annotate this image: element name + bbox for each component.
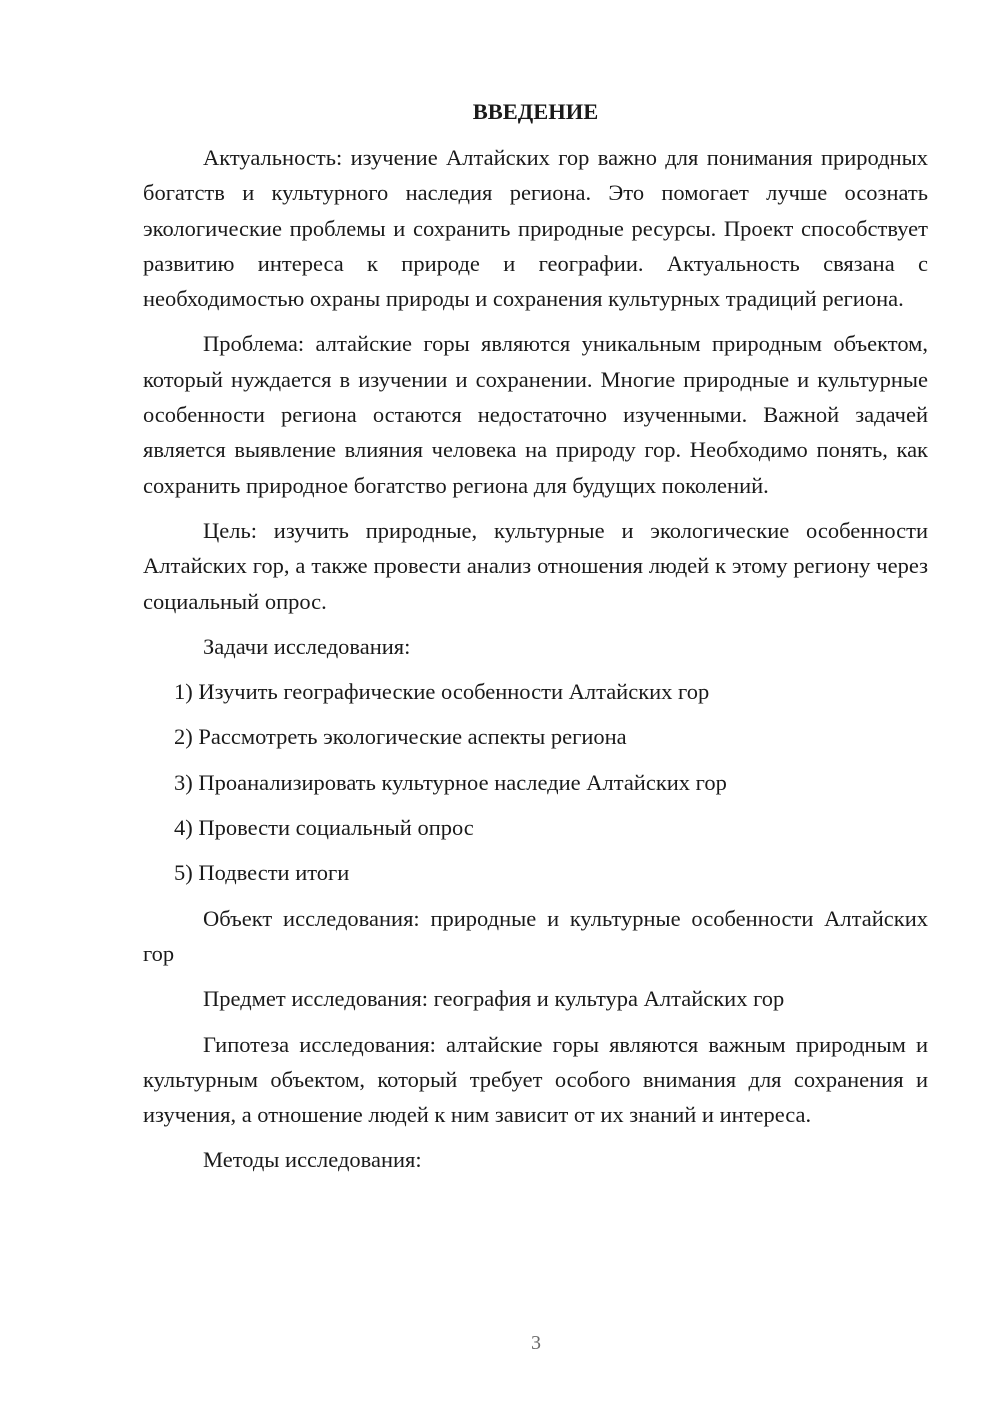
list-item: 2) Рассмотреть экологические аспекты региона xyxy=(174,724,627,750)
list-item: 5) Подвести итоги xyxy=(174,860,350,886)
subject-paragraph: Предмет исследования: география и культура Алтайских гор xyxy=(203,986,785,1012)
goal-paragraph: Цель: изучить природные, культурные и экологические особенности Алтайских гор, а также провести анализ отношения людей к этому региону через социальный опрос. xyxy=(143,517,928,614)
hypothesis-paragraph: Гипотеза исследования: алтайские горы являются важным природным и культурным объектом, который требует особого внимания для сохранения и изучения, а отношение людей к ним зависит от их знаний и интереса. xyxy=(143,1031,928,1128)
object-paragraph: Объект исследования: природные и культурные особенности Алтайских гор xyxy=(143,905,928,966)
list-item: 3) Проанализировать культурное наследие Алтайских гор xyxy=(174,769,727,795)
methods-heading: Методы исследования: xyxy=(203,1147,422,1173)
relevance-paragraph: Актуальность: изучение Алтайских гор важно для понимания природных богатств и культурного наследия региона. Это помогает лучше осознать экологические проблемы и сохранить природные ресурсы. Проект способствует развитию интереса к природе и географии. Актуальность связана с необходимостью охраны природы и сохранения культурных традиций региона. xyxy=(143,145,928,312)
list-item: 1) Изучить географические особенности Алтайских гор xyxy=(174,679,710,705)
tasks-list xyxy=(143,674,928,890)
list-item: 4) Провести социальный опрос xyxy=(174,815,474,841)
problem-paragraph: Проблема: алтайские горы являются уникальным природным объектом, который нуждается в изучении и сохранении. Многие природные и культурные особенности региона остаются недостаточно изученными. Важной задачей является выявление влияния человека на природу гор. Необходимо понять, как сохранить природное богатство региона для будущих поколений. xyxy=(143,331,928,498)
page-title: ВВЕДЕНИЕ xyxy=(472,99,599,124)
tasks-heading: Задачи исследования: xyxy=(203,633,411,659)
page-number: 3 xyxy=(531,1332,541,1354)
page-content xyxy=(143,94,928,1188)
